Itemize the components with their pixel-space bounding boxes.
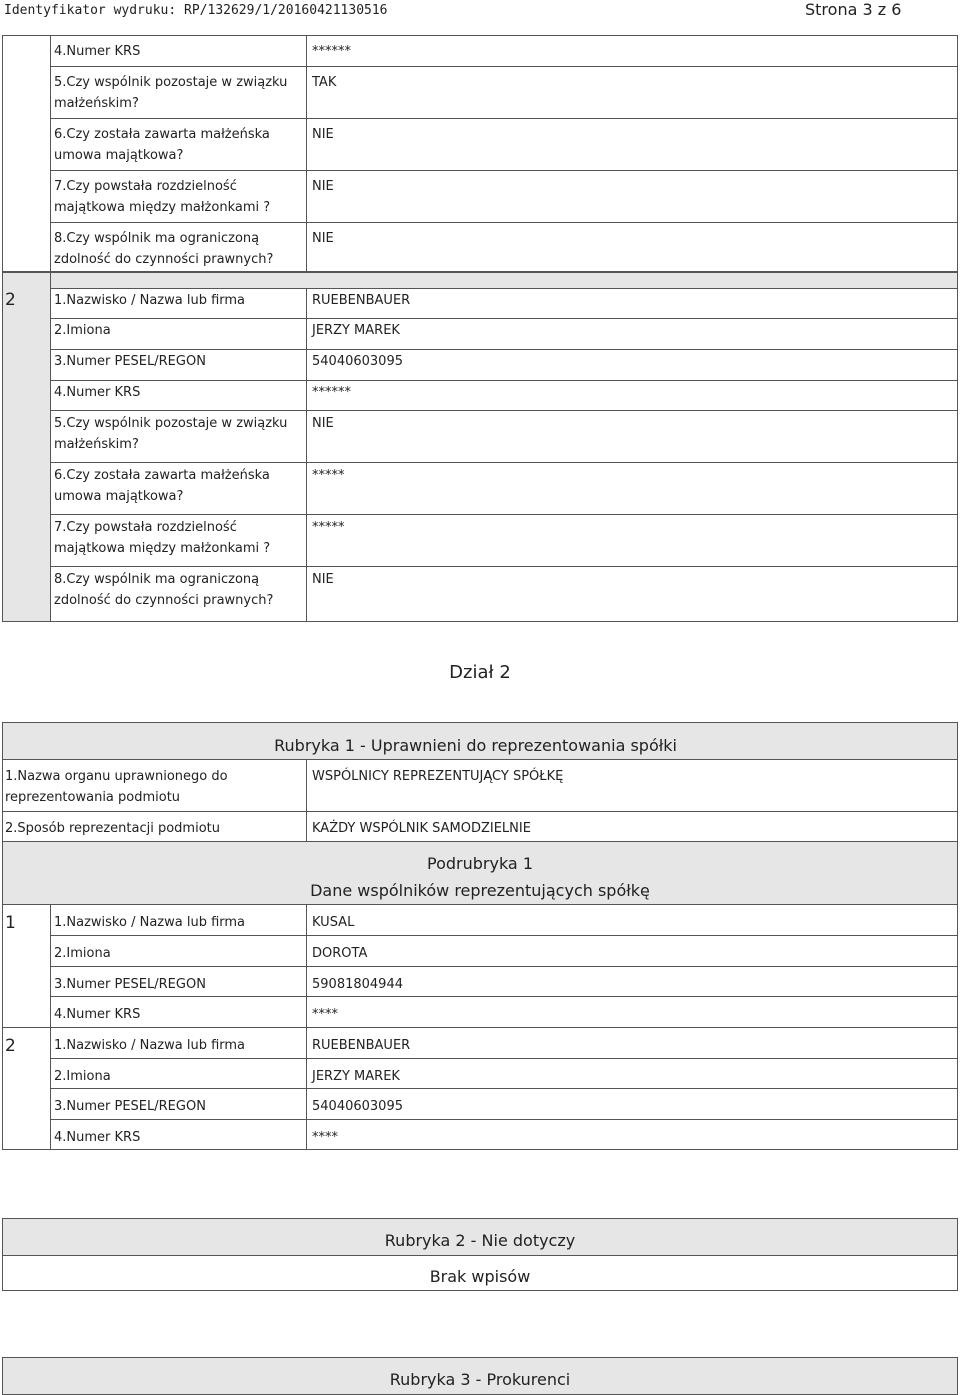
podrubryka-title: Podrubryka 1 <box>427 854 533 873</box>
sposob-label: 2.Sposób reprezentacji podmiotu <box>5 821 220 836</box>
p2-imiona-label: 2.Imiona <box>54 323 111 338</box>
p2-pesel-value: 54040603095 <box>312 354 403 369</box>
person2-pesel-label: 3.Numer PESEL/REGON <box>54 1099 206 1114</box>
person1-imiona-label: 2.Imiona <box>54 946 111 961</box>
q6-label: 6.Czy została zawarta małżeńska umowa majątkowa? <box>54 127 270 163</box>
podrubryka-subtitle: Dane wspólników reprezentujących spółkę <box>310 881 650 900</box>
person1-name-value: KUSAL <box>312 915 355 930</box>
rubryka3-title: Rubryka 3 - Prokurenci <box>389 1370 571 1389</box>
p2-q6-value: ***** <box>312 468 345 483</box>
q7-value: NIE <box>312 179 334 194</box>
q6-value: NIE <box>312 127 334 142</box>
p2-krs-label: 4.Numer KRS <box>54 385 141 400</box>
organ-label: 1.Nazwa organu uprawnionego do reprezentowania podmiotu <box>5 769 228 805</box>
person2-imiona-value: JERZY MAREK <box>312 1069 400 1084</box>
person1-krs-value: **** <box>312 1007 338 1022</box>
rubryka2-title: Rubryka 2 - Nie dotyczy <box>384 1231 576 1250</box>
q5-value: TAK <box>312 75 337 90</box>
p2-q6-label: 6.Czy została zawarta małżeńska umowa majątkowa? <box>54 468 270 504</box>
p2-imiona-value: JERZY MAREK <box>312 323 400 338</box>
partner2-index: 2 <box>5 290 16 310</box>
p2-q5-label: 5.Czy wspólnik pozostaje w związku małżeńskim? <box>54 416 288 452</box>
p2-pesel-label: 3.Numer PESEL/REGON <box>54 354 206 369</box>
sposob-value: KAŻDY WSPÓLNIK SAMODZIELNIE <box>312 821 531 836</box>
p2-krs-value: ****** <box>312 385 351 400</box>
p2-q8-label: 8.Czy wspólnik ma ograniczoną zdolność do czynności prawnych? <box>54 572 274 608</box>
p2-q7-value: ***** <box>312 520 345 535</box>
print-identifier: Identyfikator wydruku: RP/132629/1/20160421130516 <box>4 3 388 18</box>
page-number: Strona 3 z 6 <box>805 0 902 19</box>
person1-pesel-label: 3.Numer PESEL/REGON <box>54 977 206 992</box>
person2-krs-value: **** <box>312 1130 338 1145</box>
person1-index: 1 <box>5 913 16 933</box>
q7-label: 7.Czy powstała rozdzielność majątkowa między małżonkami ? <box>54 179 271 215</box>
p2-name-label: 1.Nazwisko / Nazwa lub firma <box>54 293 246 308</box>
person2-pesel-value: 54040603095 <box>312 1099 403 1114</box>
person1-pesel-value: 59081804944 <box>312 977 403 992</box>
person2-name-label: 1.Nazwisko / Nazwa lub firma <box>54 1038 246 1053</box>
person1-krs-label: 4.Numer KRS <box>54 1007 141 1022</box>
rubryka2-note: Brak wpisów <box>429 1267 531 1286</box>
p2-name-value: RUEBENBAUER <box>312 293 411 308</box>
q8-label: 8.Czy wspólnik ma ograniczoną zdolność do czynności prawnych? <box>54 231 274 267</box>
p2-q8-value: NIE <box>312 572 334 587</box>
q5-label: 5.Czy wspólnik pozostaje w związku małżeńskim? <box>54 75 288 111</box>
person1-name-label: 1.Nazwisko / Nazwa lub firma <box>54 915 246 930</box>
person2-krs-label: 4.Numer KRS <box>54 1130 141 1145</box>
person2-imiona-label: 2.Imiona <box>54 1069 111 1084</box>
p2-q5-value: NIE <box>312 416 334 431</box>
p2-q7-label: 7.Czy powstała rozdzielność majątkowa między małżonkami ? <box>54 520 271 556</box>
krs-value: ****** <box>312 44 351 59</box>
person2-name-value: RUEBENBAUER <box>312 1038 411 1053</box>
q8-value: NIE <box>312 231 334 246</box>
organ-value: WSPÓLNICY REPREZENTUJĄCY SPÓŁKĘ <box>312 769 564 784</box>
person1-imiona-value: DOROTA <box>312 946 368 961</box>
krs-label: 4.Numer KRS <box>54 44 141 59</box>
section-title: Dział 2 <box>449 662 511 683</box>
person2-index: 2 <box>5 1036 16 1056</box>
